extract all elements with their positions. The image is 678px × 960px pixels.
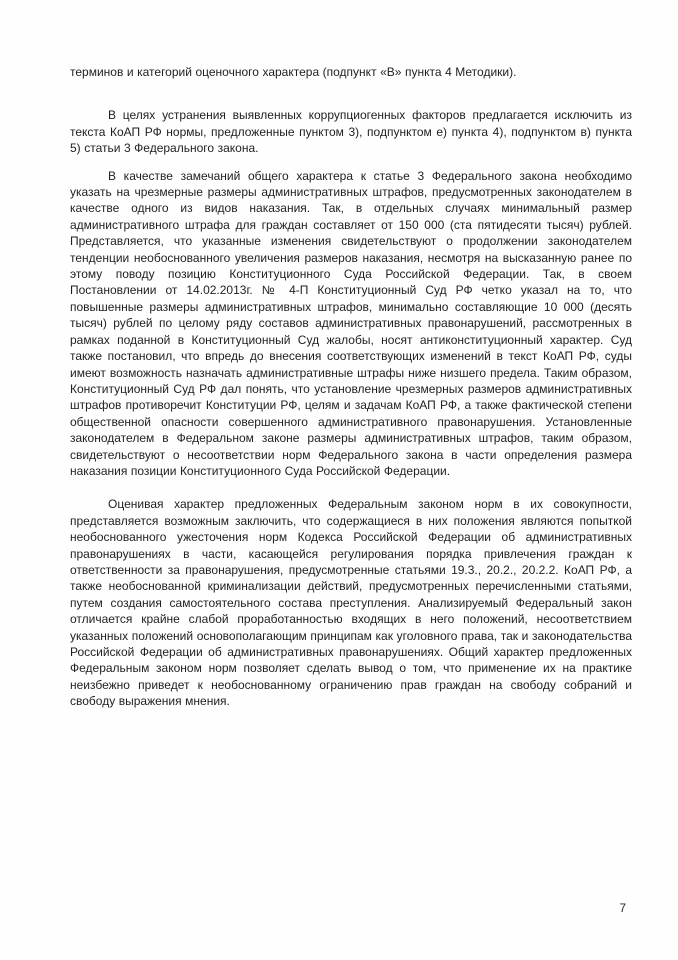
paragraph-conclusion: Оценивая характер предложенных Федеральным законом норм в их совокупности, представляется возможным заключить, что содержащиеся в них положения являются попыткой необоснованного ужесточения норм Кодекса Российской Федерации об административных правонарушениях в части, касающейся регулирования порядка привлечения граждан к ответственности за правонарушения, предусмотренные статьями 19.3., 20.2., 20.2.2. КоАП РФ, а также необоснованной криминализации действий, предусмотренных перечисленными статьями, путем создания самостоятельного состава преступления. Анализируемый Федеральный закон отличается крайне слабой проработанностью входящих в него положений, несоответствием указанных положений основополагающим принципам как уголовного права, так и законодательства Российской Федерации об административных правонарушениях. Общий характер предложенных Федеральным законом норм позволяет сделать вывод о том, что применение их на практике неизбежно приведет к необоснованному ограничению прав граждан на свободу собраний и свободу выражения мнения. (70, 497, 632, 709)
paragraph-general-remarks: В качестве замечаний общего характера к статье 3 Федерального закона необходимо указать на чрезмерные размеры административных штрафов, предусмотренных законодателем в качестве одного из видов наказания. Так, в отдельных случаях минимальный размер административного штрафа для граждан составляет от 150 000 (ста пятидесяти тысяч) рублей. Представляется, что указанные изменения свидетельствуют о продолжении законодателем тенденции необоснованного увеличения размеров наказания, несмотря на высказанную ранее по этому поводу позицию Конституционного Суда Российской Федерации. Так, в своем Постановлении от 14.02.2013г. № 4-П Конституционный Суд РФ четко указал на то, что повышенные размеры административных штрафов, минимально составляющие 10 000 (десять тысяч) рублей по целому ряду составов административных правонарушений, рассмотренных в рамках поданной в Конституционный Суд жалобы, носят антиконституционный характер. Суд также постановил, что впредь до внесения соответствующих изменений в текст КоАП РФ, суды имеют возможность назначать административные штрафы ниже низшего предела. Таким образом, Конституционный Суд РФ дал понять, что установление чрезмерных размеров административных штрафов противоречит Конституции РФ, целям и задачам КоАП РФ, а также фактической степени общественной опасности совершенного административного правонарушения. Установленные законодателем в Федеральном законе размеры административных штрафов, таким образом, свидетельствуют о несоответствии норм Федерального закона в части определения размера наказания позиции Конституционного Суда Российской Федерации. (70, 168, 632, 478)
document-text-block (70, 64, 632, 710)
page-number: 7 (619, 901, 626, 915)
paragraph-continuation: терминов и категорий оценочного характера (подпункт «В» пункта 4 Методики). (70, 65, 517, 79)
paragraph-exclusion-proposal: В целях устранения выявленных коррупциогенных факторов предлагается исключить из текста КоАП РФ нормы, предложенные пунктом 3), подпунктом е) пункта 4), подпунктом в) пункта 5) статьи 3 Федерального закона. (70, 108, 632, 156)
